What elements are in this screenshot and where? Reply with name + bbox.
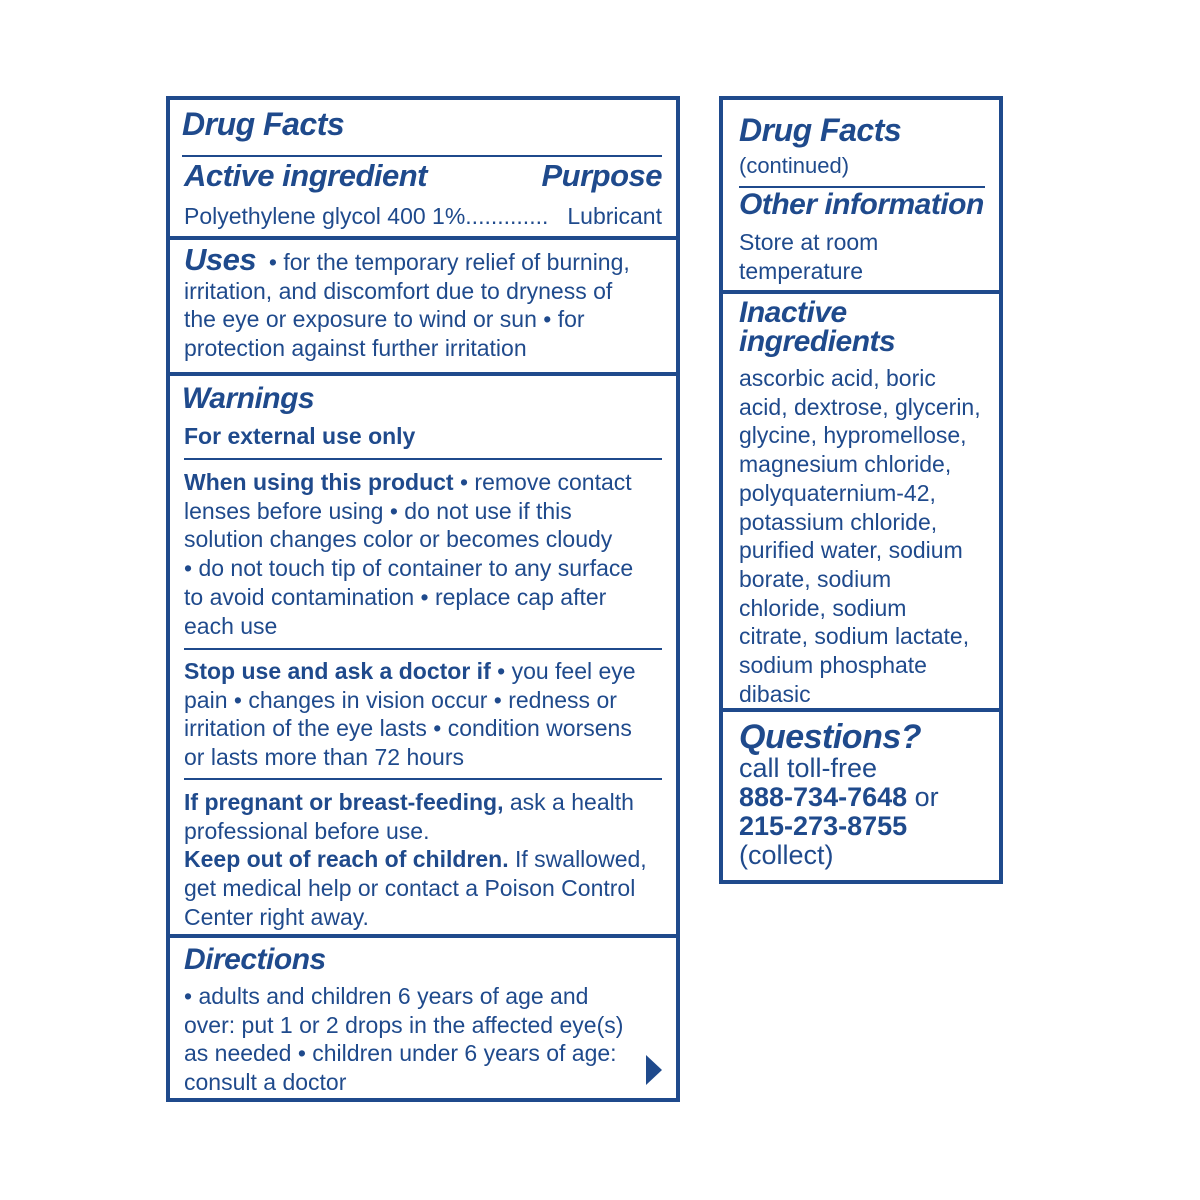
inactive-ingredients-heading [739,298,895,356]
keep-out-line: If swallowed, [508,846,647,873]
stop-use-label: Stop use and ask a doctor if [184,658,491,684]
inactive-heading-line: ingredients [739,325,896,358]
drug-facts-title: Drug Facts [182,106,345,142]
keep-out-line: get medical help or contact a Poison Control [184,875,636,902]
inactive-ingredients-list [739,364,981,708]
directions-heading: Directions [184,943,326,976]
inactive-line: sodium phosphate [739,652,927,679]
questions-block [739,754,939,870]
directions-line: • adults and children 6 years of age and [184,983,589,1009]
stop-use-block [184,657,636,772]
inactive-line: magnesium chloride, [739,451,952,478]
inactive-line: polyquaternium-42, [739,479,936,506]
uses-line: • for the temporary relief of burning, [268,249,630,275]
other-info-line: temperature [739,257,864,284]
title-rule [182,155,662,157]
when-using-line: to avoid contamination • replace cap after [184,583,607,610]
when-using-line: • remove contact [453,469,632,495]
pregnancy-block [184,788,647,932]
ingredient-name: Polyethylene glycol 400 1% [184,203,466,229]
collect-label: (collect) [739,840,834,870]
continue-arrow-icon [646,1055,662,1085]
inactive-line: ascorbic acid, boric [739,365,936,391]
drug-facts-continued-panel [719,96,1003,884]
directions-line: consult a doctor [184,1069,347,1096]
section-divider [170,934,676,938]
drug-facts-panel [166,96,680,1102]
ingredient-purpose: Lubricant [567,203,662,229]
pregnant-line: professional before use. [184,817,430,844]
pregnant-line: ask a health [503,789,634,815]
uses-heading: Uses [184,242,257,277]
active-ingredient-heading: Active ingredient [184,158,427,193]
stop-use-line: pain • changes in vision occur • redness or [184,686,617,713]
active-ingredient-row [184,202,548,231]
stop-use-line: • you feel eye [490,658,636,684]
warnings-heading: Warnings [182,382,315,415]
call-toll-free: call toll-free [739,753,878,783]
pregnant-label: If pregnant or breast-feeding, [184,789,504,815]
warnings-rule [184,648,662,650]
section-divider [170,372,676,376]
inactive-line: acid, dextrose, glycerin, [739,393,981,420]
external-use-text: For external use only [184,423,416,449]
uses-line: the eye or exposure to wind or sun • for [184,306,585,333]
or-text: or [907,782,939,812]
inactive-heading-line: Inactive [739,296,847,329]
other-information-heading: Other information [739,188,984,221]
when-using-line: solution changes color or becomes cloudy [184,526,613,553]
questions-heading: Questions? [739,718,922,756]
phone-number-1: 888-734-7648 [739,782,908,812]
purpose-heading: Purpose [541,158,662,193]
inactive-line: dibasic [739,680,811,707]
directions-block [184,982,623,1097]
inactive-line: chloride, sodium [739,594,907,621]
section-divider [723,290,999,294]
inactive-line: potassium chloride, [739,508,938,535]
when-using-label: When using this product [184,469,454,495]
other-information-block [739,228,878,285]
uses-line: protection against further irritation [184,335,527,362]
other-info-line: Store at room [739,229,879,255]
stop-use-line: or lasts more than 72 hours [184,744,464,771]
section-divider [723,708,999,712]
phone-number-2: 215-273-8755 [739,811,908,841]
when-using-line: each use [184,612,278,639]
warnings-rule [184,778,662,780]
stop-use-line: irritation of the eye lasts • condition worsens [184,715,632,742]
uses-line: irritation, and discomfort due to dryness of [184,277,613,304]
inactive-line: glycine, hypromellose, [739,422,967,449]
drug-facts-title: Drug Facts [739,112,902,148]
continued-label: (continued) [739,153,850,178]
directions-line: over: put 1 or 2 drops in the affected eye(s) [184,1011,624,1038]
keep-out-line: Center right away. [184,903,369,930]
when-using-block [184,468,633,640]
keep-out-label: Keep out of reach of children. [184,846,509,873]
leader-dots: ............. [465,203,549,229]
when-using-line: lenses before using • do not use if this [184,497,572,524]
inactive-line: borate, sodium [739,565,892,592]
inactive-line: citrate, sodium lactate, [739,623,970,650]
section-divider [170,236,676,240]
inactive-line: purified water, sodium [739,537,963,564]
warnings-rule [184,458,662,460]
when-using-line: • do not touch tip of container to any surface [184,555,634,582]
directions-line: as needed • children under 6 years of age: [184,1040,617,1067]
uses-section [184,242,630,363]
